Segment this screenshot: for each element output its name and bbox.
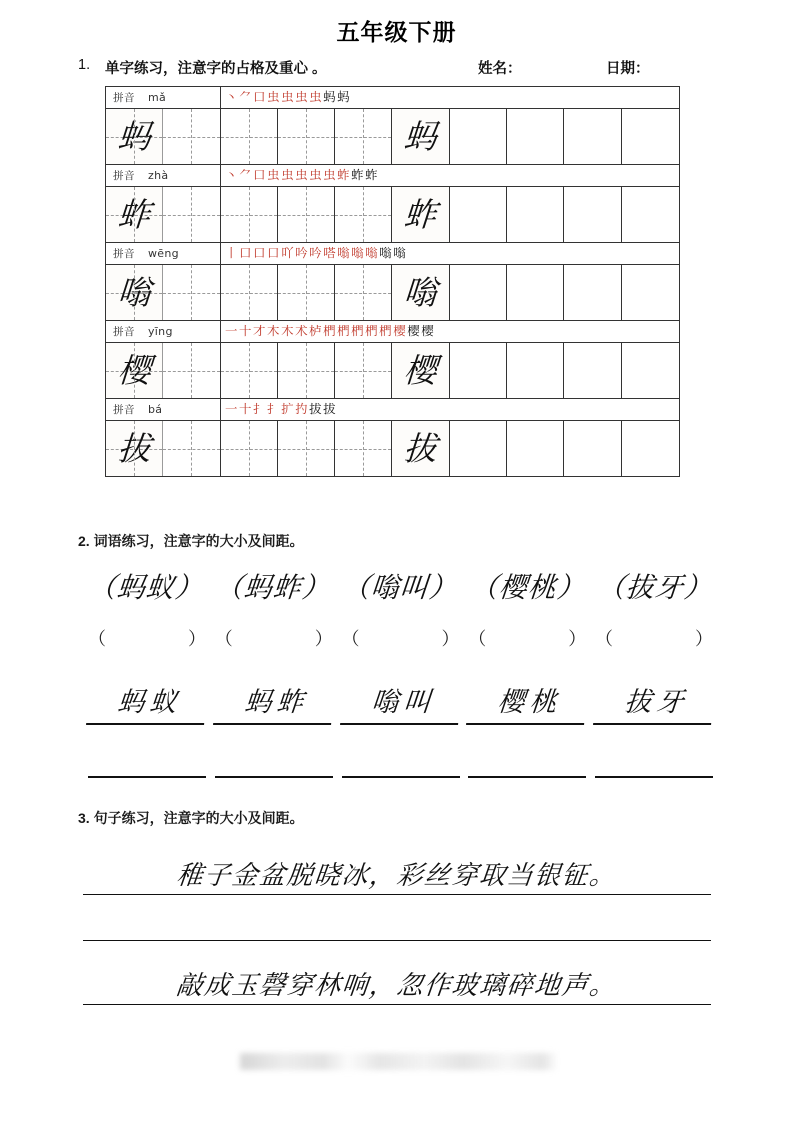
writing-cell-empty[interactable] <box>622 343 679 398</box>
word-blank-line-row <box>88 758 713 778</box>
writing-cell-empty[interactable] <box>507 343 564 398</box>
writing-cell-empty[interactable] <box>622 109 679 164</box>
pinyin-cell <box>106 321 221 342</box>
stroke-step: 一 <box>225 323 238 338</box>
writing-cell-empty[interactable] <box>450 343 507 398</box>
stroke-order-sequence <box>221 399 679 420</box>
pinyin-value: wēng <box>148 247 179 260</box>
writing-cell-empty[interactable] <box>564 265 621 320</box>
word-blank-line[interactable] <box>595 758 713 778</box>
writing-grid-row <box>106 421 679 477</box>
stroke-order-sequence <box>221 321 679 342</box>
writing-grid-row <box>106 109 679 165</box>
stroke-step: 十 <box>239 323 252 338</box>
paren-close: ） <box>568 629 587 650</box>
word-blank-line[interactable] <box>88 758 206 778</box>
writing-cell-empty[interactable] <box>278 421 335 476</box>
name-field-label: 姓名： <box>478 61 522 77</box>
word-sample: （樱桃） <box>468 571 588 604</box>
stroke-step: 丨 <box>225 245 238 260</box>
word-underlined: 嗡叫 <box>340 680 462 725</box>
date-field-label: 日期： <box>606 61 650 77</box>
pinyin-strip <box>106 87 679 109</box>
word-sample: （拔牙） <box>595 571 715 604</box>
word-underlined: 樱桃 <box>466 680 588 725</box>
writing-cell-model[interactable] <box>106 187 163 242</box>
writing-cell-empty[interactable] <box>163 421 220 476</box>
word-blank-paren[interactable] <box>595 625 713 651</box>
stroke-step: 椚 <box>379 323 392 338</box>
character-practice-row <box>106 321 679 399</box>
writing-cell-empty[interactable] <box>335 265 392 320</box>
stroke-step: 虫 <box>323 167 336 182</box>
writing-cell-empty[interactable] <box>278 187 335 242</box>
stroke-step: 嗡 <box>393 245 406 260</box>
writing-cell-empty[interactable] <box>622 265 679 320</box>
character-practice-table <box>105 86 680 477</box>
pinyin-cell <box>106 87 221 108</box>
writing-grid-row <box>106 265 679 321</box>
writing-cell-empty[interactable] <box>221 343 278 398</box>
stroke-step: 椚 <box>337 323 350 338</box>
paren-open: （ <box>341 629 360 650</box>
writing-cell-empty[interactable] <box>507 187 564 242</box>
word-blank-paren[interactable] <box>88 625 206 651</box>
section-3-header <box>78 808 304 828</box>
stroke-step: 吟 <box>309 245 322 260</box>
writing-cell-empty[interactable] <box>564 343 621 398</box>
footer-watermark <box>240 1053 558 1070</box>
pinyin-strip <box>106 243 679 265</box>
writing-cell-empty[interactable] <box>335 343 392 398</box>
character-practice-row <box>106 243 679 321</box>
pinyin-label: 拼音 <box>113 248 135 260</box>
writing-cell-empty[interactable] <box>221 421 278 476</box>
writing-cell-model[interactable] <box>106 421 163 476</box>
stroke-step: 虫 <box>281 167 294 182</box>
writing-cell-empty[interactable] <box>163 187 220 242</box>
sentence-blank-2 <box>83 1035 711 1051</box>
word-sample-row <box>88 566 713 606</box>
pinyin-label: 拼音 <box>113 92 135 104</box>
stroke-step: 丶 <box>225 167 238 182</box>
stroke-step: 蚱 <box>365 167 378 182</box>
paren-open: （ <box>595 629 613 650</box>
sentence-row-2 <box>83 965 711 1005</box>
character-practice-row <box>106 87 679 165</box>
pinyin-cell <box>106 165 221 186</box>
stroke-step: 嗒 <box>323 245 336 260</box>
stroke-step: 栌 <box>309 323 322 338</box>
section-3-instruction: 句子练习，注意字的大小及间距。 <box>93 810 304 826</box>
pinyin-value: bá <box>148 403 163 416</box>
stroke-step: 蚱 <box>337 167 350 182</box>
writing-cell-empty[interactable] <box>221 265 278 320</box>
stroke-step: 樱 <box>407 323 420 338</box>
section-2-header <box>78 531 304 551</box>
stroke-step: 椚 <box>351 323 364 338</box>
writing-cell-model[interactable] <box>392 421 449 476</box>
paren-open: （ <box>214 629 233 650</box>
writing-cell-empty[interactable] <box>564 109 621 164</box>
stroke-step: 蚂 <box>323 89 336 104</box>
writing-cell-empty[interactable] <box>278 265 335 320</box>
paren-close: ） <box>314 629 333 650</box>
stroke-step: ⺈ <box>239 89 252 104</box>
stroke-step: 口 <box>253 245 266 260</box>
word-sample: （蚂蚁） <box>86 571 206 604</box>
model-character: 拔 <box>402 429 439 468</box>
word-blank-paren[interactable] <box>342 625 460 651</box>
section-1-instruction: 单字练习，注意字的占格及重心 。 <box>105 61 327 77</box>
word-sample: （嗡叫） <box>340 571 460 604</box>
stroke-step: 吖 <box>281 245 294 260</box>
model-character: 嗡 <box>116 273 153 312</box>
writing-cell-empty[interactable] <box>564 187 621 242</box>
stroke-step: ⺈ <box>239 167 252 182</box>
pinyin-label: 拼音 <box>113 170 135 182</box>
writing-cell-empty[interactable] <box>221 187 278 242</box>
model-character: 蚂 <box>116 117 153 156</box>
paren-open: （ <box>88 629 106 650</box>
stroke-order-sequence <box>221 165 679 186</box>
writing-cell-empty[interactable] <box>221 109 278 164</box>
writing-cell-model[interactable] <box>392 265 449 320</box>
stroke-order-sequence <box>221 87 679 108</box>
paren-close: ） <box>188 629 206 650</box>
stroke-step: 口 <box>239 245 252 260</box>
model-character: 蚱 <box>116 195 153 234</box>
writing-cell-model[interactable] <box>106 109 163 164</box>
writing-cell-empty[interactable] <box>278 109 335 164</box>
paren-close: ） <box>441 629 460 650</box>
pinyin-label: 拼音 <box>113 326 135 338</box>
stroke-step: 才 <box>253 323 266 338</box>
sentence-blank-1 <box>83 925 711 941</box>
stroke-step: 虫 <box>267 167 280 182</box>
sentence-text-1: 稚子金盆脱晓冰，彩丝穿取当银钲。 <box>175 861 619 891</box>
stroke-step: 一 <box>225 401 238 416</box>
writing-cell-empty[interactable] <box>450 265 507 320</box>
model-character: 蚂 <box>402 117 439 156</box>
word-blank-paren[interactable] <box>468 625 586 651</box>
word-underlined: 拔牙 <box>593 680 715 725</box>
stroke-step: 嗡 <box>351 245 364 260</box>
word-blank-paren[interactable] <box>215 625 333 651</box>
stroke-step: 虫 <box>295 167 308 182</box>
page-title: 五年级下册 <box>336 19 457 45</box>
character-practice-row <box>106 165 679 243</box>
section-2-instruction: 词语练习，注意字的大小及间距。 <box>93 533 304 549</box>
stroke-step: 樱 <box>393 323 406 338</box>
stroke-step: 扚 <box>295 401 308 416</box>
stroke-step: 拔 <box>309 401 322 416</box>
sentence-text-2: 敲成玉磬穿林响，忽作玻璃碎地声。 <box>175 971 619 1001</box>
writing-cell-empty[interactable] <box>335 187 392 242</box>
pinyin-strip <box>106 165 679 187</box>
stroke-step: 口 <box>253 89 266 104</box>
writing-cell-empty[interactable] <box>450 109 507 164</box>
stroke-step: 木 <box>281 323 294 338</box>
pinyin-cell <box>106 243 221 264</box>
pinyin-strip <box>106 399 679 421</box>
pinyin-value: mǎ <box>148 91 167 104</box>
model-character: 嗡 <box>402 273 439 312</box>
pinyin-label: 拼音 <box>113 404 135 416</box>
writing-cell-empty[interactable] <box>622 421 679 476</box>
stroke-step: 吟 <box>295 245 308 260</box>
writing-cell-empty[interactable] <box>335 109 392 164</box>
section-1-number: 1. <box>78 57 91 73</box>
paren-open: （ <box>468 629 487 650</box>
writing-cell-model[interactable] <box>392 187 449 242</box>
word-blank-line[interactable] <box>342 758 460 778</box>
writing-cell-model[interactable] <box>392 109 449 164</box>
stroke-step: 虫 <box>267 89 280 104</box>
pinyin-strip <box>106 321 679 343</box>
writing-cell-empty[interactable] <box>450 421 507 476</box>
stroke-step: 虫 <box>281 89 294 104</box>
stroke-step: 术 <box>295 323 308 338</box>
stroke-step: 十 <box>239 401 252 416</box>
writing-grid-row <box>106 187 679 243</box>
word-sample: （蚂蚱） <box>213 571 333 604</box>
writing-cell-empty[interactable] <box>163 343 220 398</box>
pinyin-value: yīng <box>148 325 173 338</box>
writing-cell-empty[interactable] <box>622 187 679 242</box>
writing-cell-empty[interactable] <box>450 187 507 242</box>
stroke-step: 嗡 <box>337 245 350 260</box>
stroke-step: 口 <box>253 167 266 182</box>
writing-grid-row <box>106 343 679 399</box>
word-underlined-row <box>88 680 713 725</box>
stroke-step: 拔 <box>323 401 336 416</box>
writing-cell-model[interactable] <box>106 343 163 398</box>
stroke-step: 椚 <box>365 323 378 338</box>
writing-cell-model[interactable] <box>106 265 163 320</box>
section-3-number: 3. <box>78 810 90 826</box>
stroke-step: 虫 <box>295 89 308 104</box>
stroke-step: 虫 <box>309 89 322 104</box>
writing-cell-empty[interactable] <box>163 109 220 164</box>
stroke-step: 嗡 <box>379 245 392 260</box>
word-blank-line[interactable] <box>215 758 333 778</box>
model-character: 蚱 <box>402 195 439 234</box>
stroke-step: 丶 <box>225 89 238 104</box>
stroke-step: 虫 <box>309 167 322 182</box>
stroke-step: 椚 <box>323 323 336 338</box>
word-underlined: 蚂蚁 <box>86 680 208 725</box>
stroke-step: 蚂 <box>337 89 350 104</box>
model-character: 樱 <box>402 351 439 390</box>
word-blank-paren-row <box>88 625 713 651</box>
stroke-step: 樱 <box>421 323 434 338</box>
stroke-step: 木 <box>267 323 280 338</box>
writing-cell-model[interactable] <box>392 343 449 398</box>
stroke-step: 扌 <box>253 401 266 416</box>
writing-cell-empty[interactable] <box>278 343 335 398</box>
paren-close: ） <box>695 629 713 650</box>
stroke-order-sequence <box>221 243 679 264</box>
writing-cell-empty[interactable] <box>564 421 621 476</box>
word-underlined: 蚂蚱 <box>213 680 335 725</box>
word-blank-line[interactable] <box>468 758 586 778</box>
stroke-step: 扌 <box>267 401 280 416</box>
writing-cell-empty[interactable] <box>163 265 220 320</box>
character-practice-row <box>106 399 679 477</box>
stroke-step: 蚱 <box>351 167 364 182</box>
writing-cell-empty[interactable] <box>507 265 564 320</box>
section-1-header <box>78 55 738 79</box>
writing-cell-empty[interactable] <box>507 109 564 164</box>
stroke-step: 口 <box>267 245 280 260</box>
model-character: 拔 <box>116 429 153 468</box>
stroke-step: 扩 <box>281 401 294 416</box>
section-2-number: 2. <box>78 533 90 549</box>
model-character: 樱 <box>116 351 153 390</box>
pinyin-value: zhà <box>148 169 169 182</box>
stroke-step: 嗡 <box>365 245 378 260</box>
sentence-row-1 <box>83 855 711 895</box>
writing-cell-empty[interactable] <box>335 421 392 476</box>
writing-cell-empty[interactable] <box>507 421 564 476</box>
pinyin-cell <box>106 399 221 420</box>
